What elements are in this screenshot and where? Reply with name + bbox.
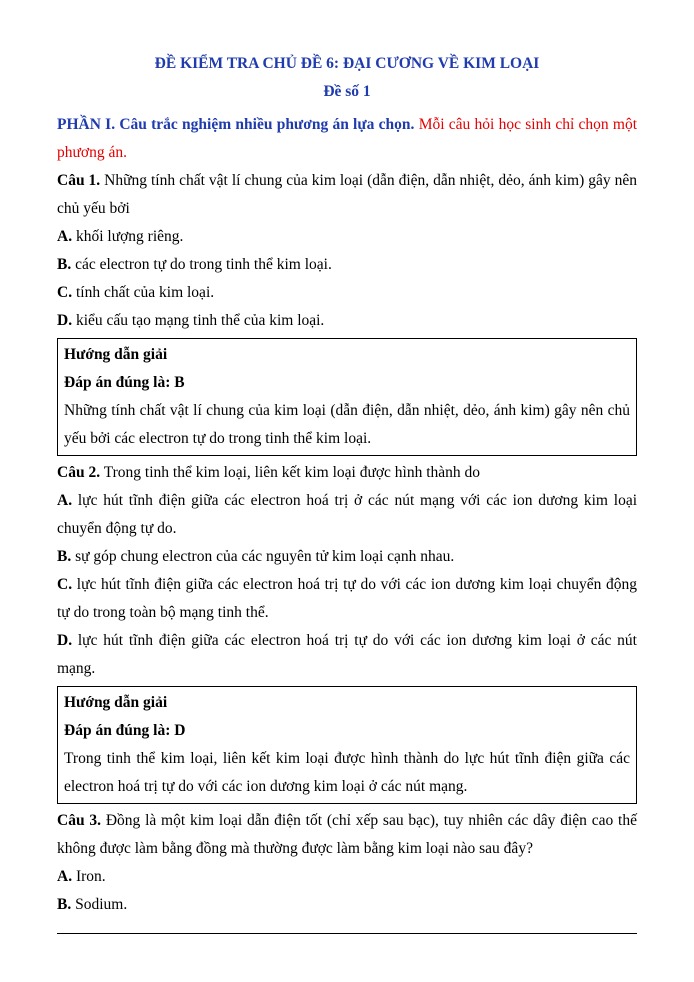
question-1-option-b xyxy=(57,251,637,279)
question-2-option-d xyxy=(57,627,637,683)
question-2-solution-box xyxy=(57,686,637,804)
question-1-option-d-label: D. xyxy=(57,312,73,329)
question-1-solution-answer: Đáp án đúng là: B xyxy=(64,374,185,391)
question-3-solution-box-clipped-border xyxy=(57,933,637,934)
question-2-option-c-text: lực hút tĩnh điện giữa các electron hoá trị tự do với các ion dương kim loại chuyển động tự do trong toàn bộ mạng tinh thể. xyxy=(57,576,638,621)
question-1-option-c-label: C. xyxy=(57,284,73,301)
question-2-solution-explanation: Trong tinh thể kim loại, liên kết kim loại được hình thành do lực hút tĩnh điện giữa các electron hoá trị tự do với các ion dương kim loại ở các nút mạng. xyxy=(64,750,630,795)
part-heading-note: Mỗi câu hỏi học sinh chỉ chọn một phương án. xyxy=(57,116,637,161)
part-heading-text: PHẦN I. Câu trắc nghiệm nhiều phương án lựa chọn. xyxy=(57,116,415,133)
question-2-option-b-label: B. xyxy=(57,548,72,565)
question-2-solution-heading: Hướng dẫn giải xyxy=(64,694,168,711)
question-1-option-a-text: khối lượng riêng. xyxy=(75,228,184,245)
question-1-option-c xyxy=(57,279,637,307)
question-2-option-d-text: lực hút tĩnh điện giữa các electron hoá trị tự do với các ion dương kim loại ở các nút mạng. xyxy=(57,632,637,677)
question-2-option-b xyxy=(57,543,637,571)
question-1-option-c-text: tính chất của kim loại. xyxy=(75,284,215,301)
document-subtitle: Đề số 1 xyxy=(323,83,371,100)
document-title: ĐỀ KIỂM TRA CHỦ ĐỀ 6: ĐẠI CƯƠNG VỀ KIM LOẠI xyxy=(154,55,540,72)
question-3-label: Câu 3. xyxy=(57,812,101,829)
question-1-body: Những tính chất vật lí chung của kim loại (dẫn điện, dẫn nhiệt, dẻo, ánh kim) gây nên chủ yếu bởi xyxy=(57,172,637,217)
question-1-label: Câu 1. xyxy=(57,172,101,189)
question-3-option-b-text: Sodium. xyxy=(75,896,128,913)
question-1-solution-heading: Hướng dẫn giải xyxy=(64,346,168,363)
part-heading xyxy=(57,111,637,167)
question-2-option-d-label: D. xyxy=(57,632,73,649)
question-1-solution-explanation: Những tính chất vật lí chung của kim loại (dẫn điện, dẫn nhiệt, dẻo, ánh kim) gây nên chủ yếu bởi các electron tự do trong tinh thể kim loại. xyxy=(64,402,630,447)
question-3-option-a-label: A. xyxy=(57,868,73,885)
question-3-body: Đồng là một kim loại dẫn điện tốt (chỉ xếp sau bạc), tuy nhiên các dây điện cao thế không được làm bằng đồng mà thường được làm bằng kim loại nào sau đây? xyxy=(57,812,637,857)
question-2-body: Trong tinh thể kim loại, liên kết kim loại được hình thành do xyxy=(103,464,481,481)
question-1-option-a xyxy=(57,223,637,251)
question-1-solution-box xyxy=(57,338,637,456)
question-2-option-c xyxy=(57,571,637,627)
question-1-option-d-text: kiểu cấu tạo mạng tinh thể của kim loại. xyxy=(75,312,325,329)
question-2-label: Câu 2. xyxy=(57,464,101,481)
question-3-option-b-label: B. xyxy=(57,896,72,913)
question-2-option-c-label: C. xyxy=(57,576,73,593)
question-1-option-b-label: B. xyxy=(57,256,72,273)
question-2-option-b-text: sự góp chung electron của các nguyên tử kim loại cạnh nhau. xyxy=(75,548,455,565)
question-1 xyxy=(57,167,637,223)
question-2 xyxy=(57,459,637,487)
question-3 xyxy=(57,807,637,863)
question-2-option-a-text: lực hút tĩnh điện giữa các electron hoá trị ở các nút mạng với các ion dương kim loại chuyển động tự do. xyxy=(57,492,638,537)
question-1-option-a-label: A. xyxy=(57,228,73,245)
question-1-option-d xyxy=(57,307,637,335)
question-3-option-a xyxy=(57,863,637,891)
question-3-option-a-text: Iron. xyxy=(75,868,106,885)
question-1-option-b-text: các electron tự do trong tinh thể kim loại. xyxy=(75,256,332,273)
question-2-option-a xyxy=(57,487,637,543)
question-2-option-a-label: A. xyxy=(57,492,73,509)
question-3-option-b xyxy=(57,891,637,919)
question-2-solution-answer: Đáp án đúng là: D xyxy=(64,722,186,739)
